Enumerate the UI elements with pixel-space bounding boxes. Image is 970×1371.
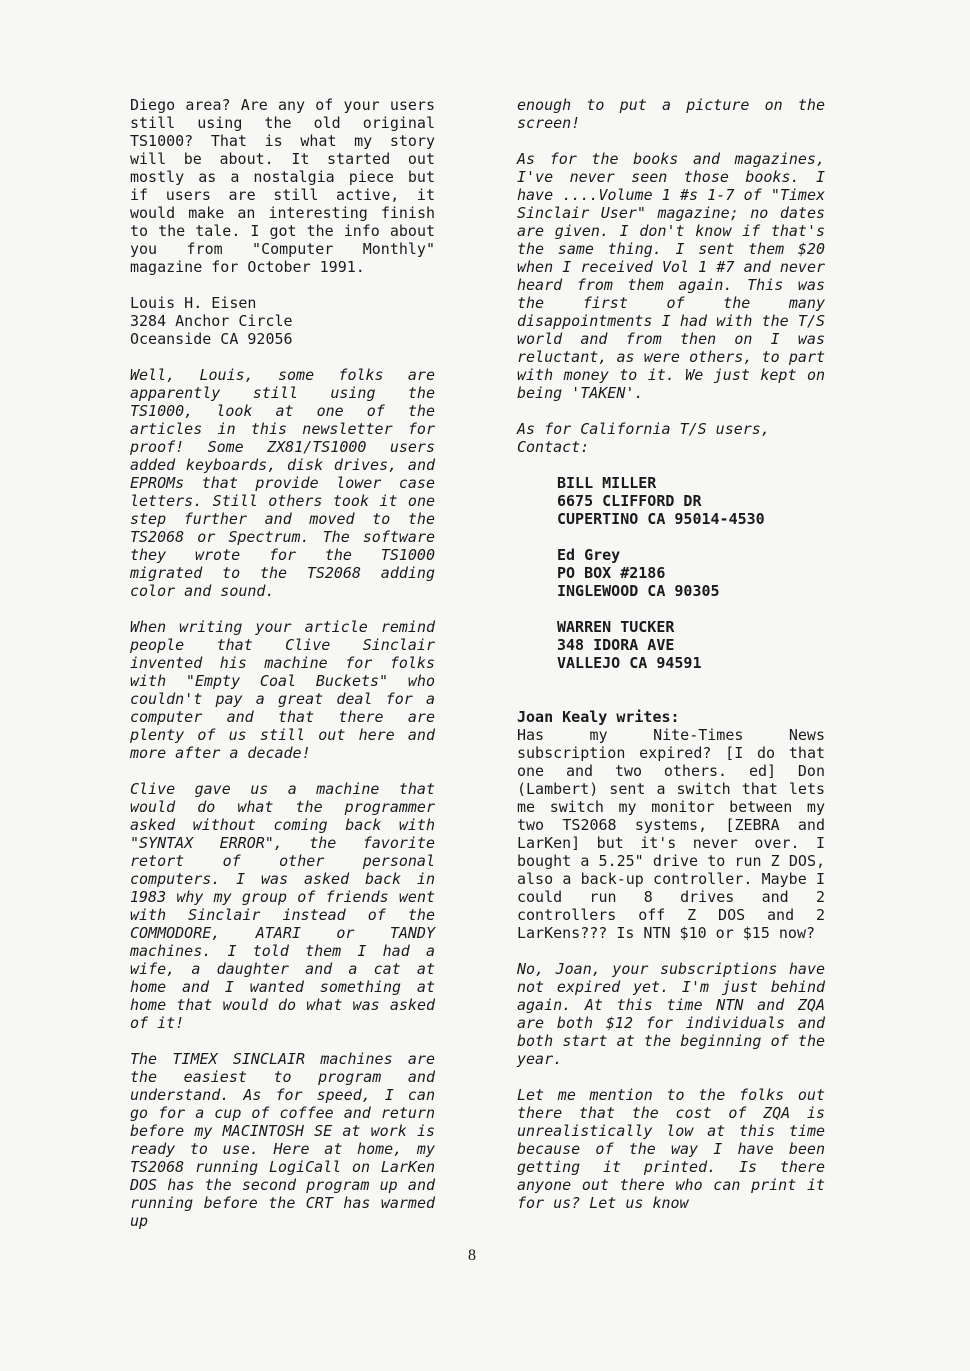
contact-line: CUPERTINO CA 95014-4530 [557, 510, 765, 528]
contact-line: VALLEJO CA 94591 [557, 654, 702, 672]
editor-reply: Let me mention to the folks out there that the cost of ZQA is unrealistically low at this time because of the way I have been getting it printed. Is there anyone out there who can print it for us? Let us know [517, 1086, 825, 1212]
contact-line: INGLEWOOD CA 90305 [557, 582, 720, 600]
contact-line: BILL MILLER [557, 474, 657, 492]
contact-line: 6675 CLIFFORD DR [557, 492, 702, 510]
address-line: 3284 Anchor Circle [130, 312, 293, 330]
editor-reply: No, Joan, your subscriptions have not expired yet. I'm just behind again. At this time NTN and ZQA are both $12 for individuals and both start at the beginning of the year. [517, 960, 825, 1068]
address-line: Oceanside CA 92056 [130, 330, 293, 348]
editor-reply: Well, Louis, some folks are apparently still using the TS1000, look at one of the articles in this newsletter for proof! Some ZX81/TS1000 users added keyboards, disk drives, and EPROMs that provide lower case letters. Still others took it one step further and moved to the TS2068 or Spectrum. The software they wrote for the TS1000 migrated to the TS2068 adding color and sound. [130, 366, 435, 600]
contact-block [557, 546, 825, 600]
contact-line: WARREN TUCKER [557, 618, 675, 636]
contact-line: Ed Grey [557, 546, 621, 564]
letter-paragraph: Diego area? Are any of your users still using the old original TS1000? That is what my story will be about. It started out mostly as a nostalgia piece but if users are still active, it would make an interesting finish to the tale. I got the info about you from "Computer Monthly" magazine for October 1991. [130, 96, 435, 276]
editor-reply: As for the books and magazines, I've never seen those books. I have ....Volume 1 #s 1-7 of "Timex Sinclair User" magazine; no dates are given. I don't know if that's the same thing. I sent them $20 when I received Vol 1 #7 and never heard from them again. This was the first of the many disappointments I had with the T/S world and from then on I was reluctant, as were others, to part with money to it. We just kept on being 'TAKEN'. [517, 150, 825, 402]
address-line: Louis H. Eisen [130, 294, 257, 312]
page-number: 8 [468, 1247, 476, 1264]
editor-reply: When writing your article remind people that Clive Sinclair invented his machine for folks with "Empty Coal Buckets" who couldn't pay a great deal for a computer and that there are plenty of us still out here and more after a decade! [130, 618, 435, 762]
editor-reply: The TIMEX SINCLAIR machines are the easiest to program and understand. As for speed, I can go for a cup of coffee and return before my MACINTOSH SE at work is ready to use. Here at home, my TS2068 running LogiCall on LarKen DOS has the second program up and running before the CRT has warmed up [130, 1050, 435, 1230]
contact-line: PO BOX #2186 [557, 564, 666, 582]
contact-line: 348 IDORA AVE [557, 636, 675, 654]
editor-reply: Clive gave us a machine that would do what the programmer asked without coming back with "SYNTAX ERROR", the favorite retort of other personal computers. I was asked back in 1983 why my group of friends went with Sinclair instead of the COMMODORE, ATARI or TANDY machines. I told them I had a wife, a daughter and a cat at home and I wanted something at home that would do what was asked of it! [130, 780, 435, 1032]
editor-reply: enough to put a picture on the screen! [517, 96, 825, 132]
contact-block [557, 474, 825, 528]
contact-block [557, 618, 825, 672]
left-column [130, 96, 435, 1248]
sender-address [130, 294, 435, 348]
letter-paragraph: Has my Nite-Times News subscription expired? [I do that one and two others. ed] Don (Lambert) sent a switch that lets me switch my monitor between my two TS2068 systems, [ZEBRA and LarKen] but it's never over. I bought a 5.25" drive to run Z DOS, also a back-up controller. Maybe I could run 8 drives and 2 controllers off Z DOS and 2 LarKens??? Is NTN $10 or $15 now? [517, 726, 825, 942]
right-column [517, 96, 825, 1230]
letter-heading: Joan Kealy writes: [517, 708, 680, 726]
editor-reply: As for California T/S users, Contact: [517, 420, 770, 456]
